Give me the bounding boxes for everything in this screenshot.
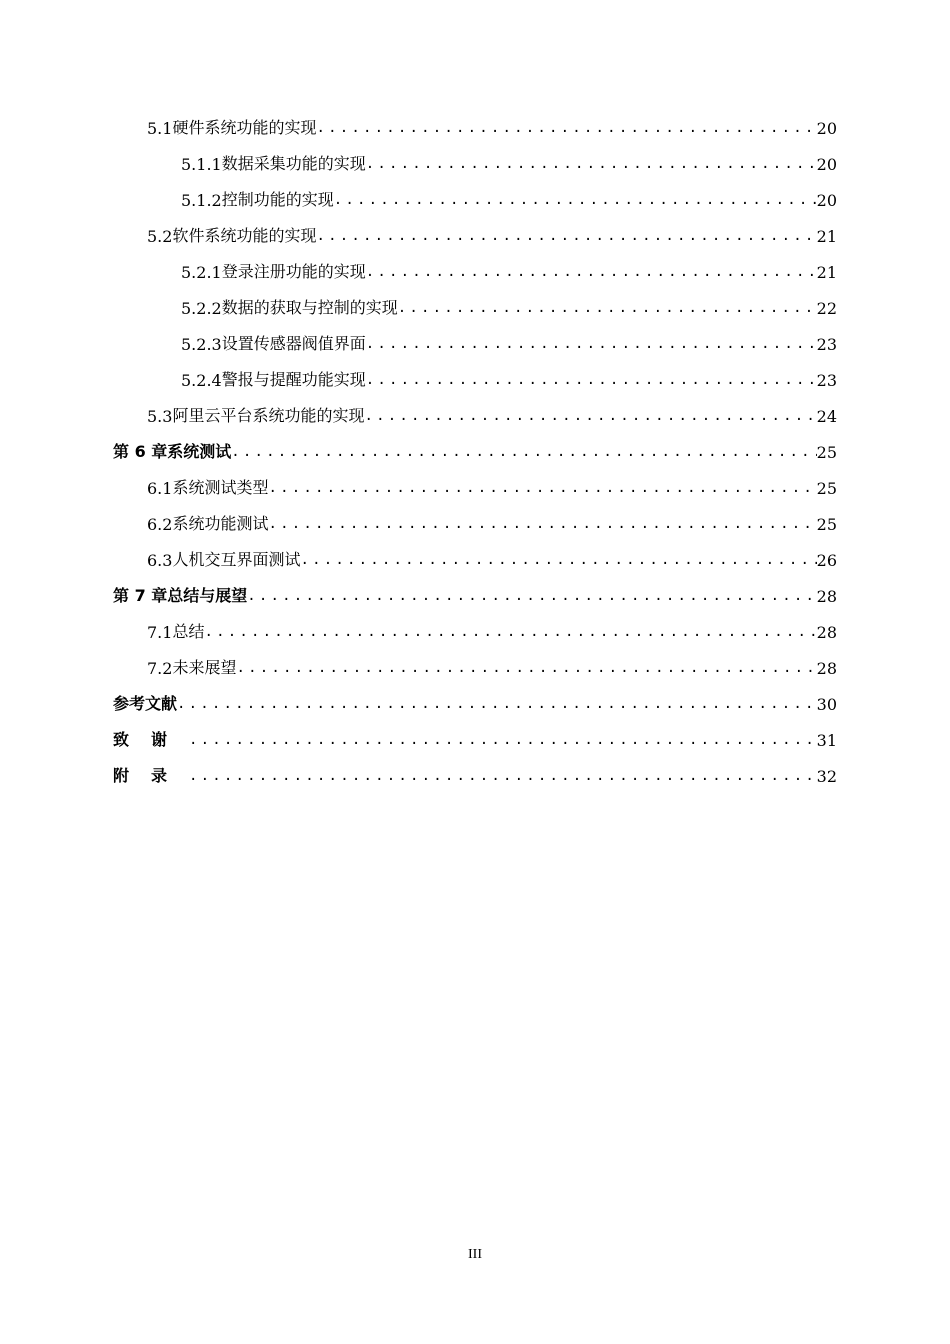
toc-entry[interactable] [0, 109, 950, 145]
toc-entry-title: 总结 [172, 622, 205, 641]
toc-entry-number: 6.1 [147, 479, 173, 498]
toc-entry-title: 系统功能测试 [172, 514, 269, 533]
toc-entry-number: 6.2 [147, 515, 173, 534]
toc-entry-title: 附录 [113, 766, 190, 785]
toc-entry-title: 参考文献 [113, 694, 178, 713]
toc-entry-page: 31 [816, 731, 837, 750]
dot-leader [189, 731, 817, 750]
toc-entry[interactable] [0, 397, 950, 433]
toc-chapter-entry[interactable] [0, 577, 950, 613]
toc-entry-number: 5.2.3 [181, 335, 222, 354]
toc-entry-title: 未来展望 [172, 658, 237, 677]
toc-entry-title: 阿里云平台系统功能的实现 [172, 406, 365, 425]
toc-entry-page: 25 [816, 515, 837, 534]
toc-entry-page: 20 [816, 119, 837, 138]
dot-leader [366, 263, 817, 282]
dot-leader [247, 587, 816, 606]
toc-entry-title: 控制功能的实现 [221, 190, 334, 209]
toc-entry[interactable] [0, 541, 950, 577]
toc-entry-number: 5.2.1 [181, 263, 222, 282]
toc-entry-title: 人机交互界面测试 [172, 550, 301, 569]
toc-entry-title: 硬件系统功能的实现 [172, 118, 317, 137]
toc-entry-page: 20 [816, 155, 837, 174]
toc-entry-page: 24 [816, 407, 837, 426]
toc-entry-page: 28 [816, 659, 837, 678]
toc-entry-title: 警报与提醒功能实现 [221, 370, 366, 389]
dot-leader [236, 659, 816, 678]
toc-entry-title: 登录注册功能的实现 [221, 262, 366, 281]
dot-leader [316, 227, 816, 246]
toc-entry-page: 25 [816, 443, 837, 462]
dot-leader [334, 191, 817, 210]
dot-leader [316, 119, 816, 138]
toc-entry-number: 7.2 [147, 659, 173, 678]
toc-entry-title: 总结与展望 [167, 586, 248, 605]
toc-entry[interactable] [0, 469, 950, 505]
toc-entry-title: 系统测试类型 [172, 478, 269, 497]
toc-entry-title: 系统测试 [167, 442, 232, 461]
toc-entry[interactable] [0, 181, 950, 217]
toc-entry-number: 5.1.2 [181, 191, 222, 210]
toc-entry-page: 20 [816, 191, 837, 210]
toc-chapter-entry[interactable] [0, 685, 950, 721]
toc-entry[interactable] [0, 649, 950, 685]
toc-entry-page: 28 [816, 623, 837, 642]
toc-entry[interactable] [0, 361, 950, 397]
toc-entry[interactable] [0, 505, 950, 541]
toc-entry[interactable] [0, 289, 950, 325]
toc-entry-page: 23 [816, 335, 837, 354]
toc-entry-page: 25 [816, 479, 837, 498]
toc-entry-title: 数据的获取与控制的实现 [221, 298, 398, 317]
toc-chapter-entry[interactable] [0, 757, 950, 793]
toc-entry[interactable] [0, 253, 950, 289]
toc-entry[interactable] [0, 217, 950, 253]
toc-entry-page: 22 [816, 299, 837, 318]
toc-entry-number: 5.2.4 [181, 371, 222, 390]
dot-leader [204, 623, 816, 642]
toc-chapter-entry[interactable] [0, 721, 950, 757]
toc-entry-number: 5.2 [147, 227, 173, 246]
dot-leader [268, 479, 816, 498]
toc-entry[interactable] [0, 145, 950, 181]
toc-entry-title: 致谢 [113, 730, 190, 749]
toc-entry-number: 5.2.2 [181, 299, 222, 318]
toc-entry-title: 软件系统功能的实现 [172, 226, 317, 245]
dot-leader [268, 515, 816, 534]
toc-entry-page: 26 [816, 551, 837, 570]
dot-leader [364, 407, 816, 426]
toc-entry[interactable] [0, 325, 950, 361]
dot-leader [366, 335, 817, 354]
dot-leader [366, 371, 817, 390]
toc-entry-number: 第 7 章 [113, 586, 168, 605]
toc-entry-page: 32 [816, 767, 837, 786]
toc-entry-title: 设置传感器阀值界面 [221, 334, 366, 353]
toc-entry[interactable] [0, 613, 950, 649]
toc-entry-number: 5.1 [147, 119, 173, 138]
dot-leader [189, 767, 817, 786]
dot-leader [231, 443, 816, 462]
dot-leader [366, 155, 817, 174]
toc-entry-number: 第 6 章 [113, 442, 168, 461]
toc-entry-page: 28 [816, 587, 837, 606]
toc-entry-page: 30 [816, 695, 837, 714]
toc-entry-page: 21 [816, 227, 837, 246]
page-number-footer: III [468, 1247, 482, 1262]
dot-leader [398, 299, 817, 318]
toc-entry-number: 7.1 [147, 623, 173, 642]
dot-leader [177, 695, 817, 714]
toc-chapter-entry[interactable] [0, 433, 950, 469]
toc-entry-number: 6.3 [147, 551, 173, 570]
dot-leader [300, 551, 816, 570]
toc-entry-page: 21 [816, 263, 837, 282]
toc-entry-page: 23 [816, 371, 837, 390]
toc-entry-number: 5.3 [147, 407, 173, 426]
toc-entry-title: 数据采集功能的实现 [221, 154, 366, 173]
toc-entry-number: 5.1.1 [181, 155, 222, 174]
